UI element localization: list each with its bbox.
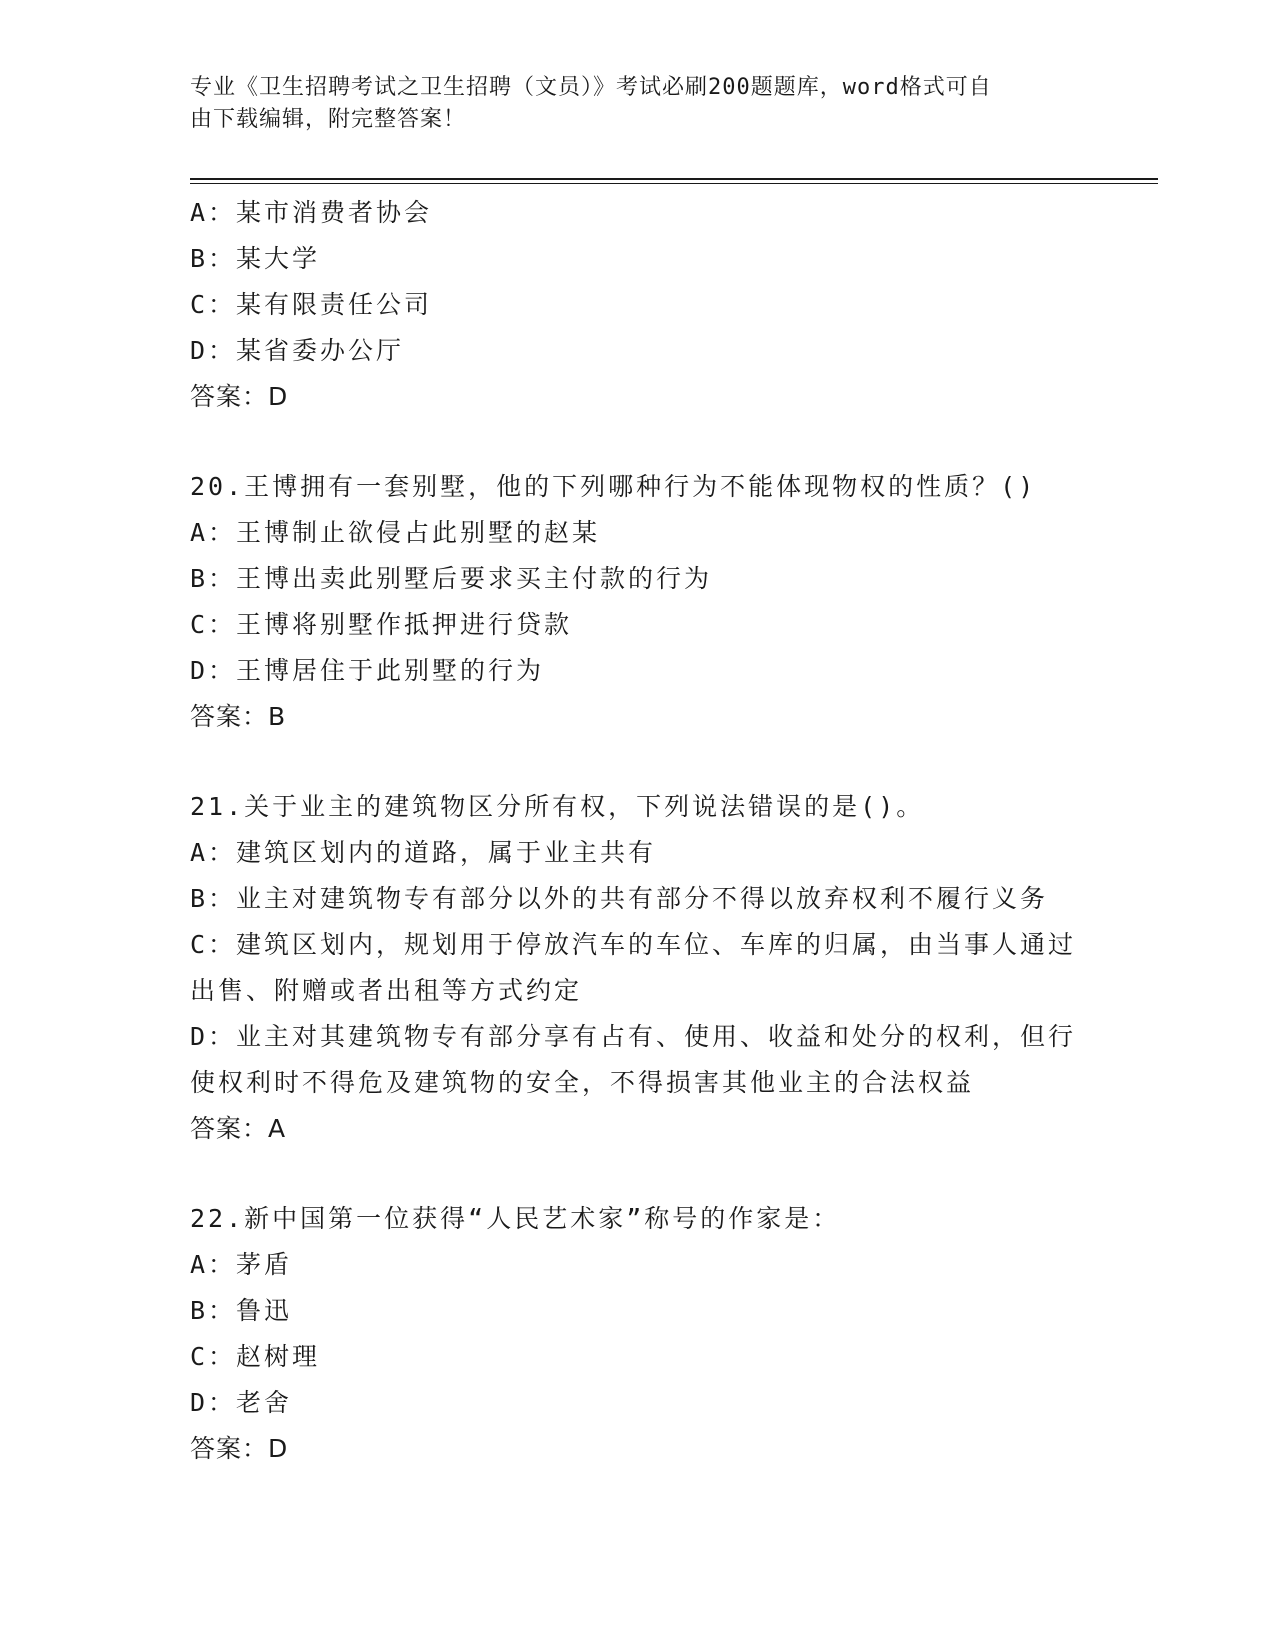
header-divider-thin bbox=[190, 183, 1158, 184]
option-b: B：鲁迅 bbox=[190, 1296, 293, 1325]
option-a: A：某市消费者协会 bbox=[190, 198, 433, 227]
option-d: D：老舍 bbox=[190, 1388, 293, 1417]
answer-line: 答案：B bbox=[190, 702, 287, 731]
option-c: C：建筑区划内，规划用于停放汽车的车位、车库的归属，由当事人通过出售、附赠或者出租等方式约定 bbox=[190, 930, 1077, 1005]
question-block-22 bbox=[190, 1196, 1090, 1472]
question-block-20 bbox=[190, 464, 1090, 740]
option-a: A：王博制止欲侵占此别墅的赵某 bbox=[190, 518, 601, 547]
option-d: D：王博居住于此别墅的行为 bbox=[190, 656, 545, 685]
question-block-19 bbox=[190, 190, 1090, 420]
header-line-2: 由下载编辑，附完整答案！ bbox=[190, 107, 467, 132]
option-a: A：建筑区划内的道路，属于业主共有 bbox=[190, 838, 657, 867]
question-stem: 21.关于业主的建筑物区分所有权，下列说法错误的是()。 bbox=[190, 792, 925, 821]
question-block-21 bbox=[190, 784, 1090, 1152]
option-b: B：业主对建筑物专有部分以外的共有部分不得以放弃权利不履行义务 bbox=[190, 884, 1049, 913]
answer-line: 答案：D bbox=[190, 1434, 289, 1463]
option-a: A：茅盾 bbox=[190, 1250, 293, 1279]
option-d: D：某省委办公厅 bbox=[190, 336, 405, 365]
option-c: C：某有限责任公司 bbox=[190, 290, 433, 319]
option-c: C：赵树理 bbox=[190, 1342, 321, 1371]
question-stem: 20.王博拥有一套别墅，他的下列哪种行为不能体现物权的性质？() bbox=[190, 472, 1037, 501]
question-list bbox=[190, 190, 1090, 1472]
answer-line: 答案：D bbox=[190, 382, 289, 411]
header-divider-thick bbox=[190, 178, 1158, 180]
option-b: B：王博出卖此别墅后要求买主付款的行为 bbox=[190, 564, 713, 593]
option-d: D：业主对其建筑物专有部分享有占有、使用、收益和处分的权利，但行使权利时不得危及建筑物的安全，不得损害其他业主的合法权益 bbox=[190, 1022, 1077, 1097]
answer-line: 答案：A bbox=[190, 1114, 287, 1143]
document-header bbox=[190, 72, 1080, 136]
option-b: B：某大学 bbox=[190, 244, 321, 273]
option-c: C：王博将别墅作抵押进行贷款 bbox=[190, 610, 573, 639]
header-line-1: 专业《卫生招聘考试之卫生招聘（文员）》考试必刷200题题库，word格式可自 bbox=[190, 75, 992, 100]
question-stem: 22.新中国第一位获得“人民艺术家”称号的作家是： bbox=[190, 1204, 841, 1233]
